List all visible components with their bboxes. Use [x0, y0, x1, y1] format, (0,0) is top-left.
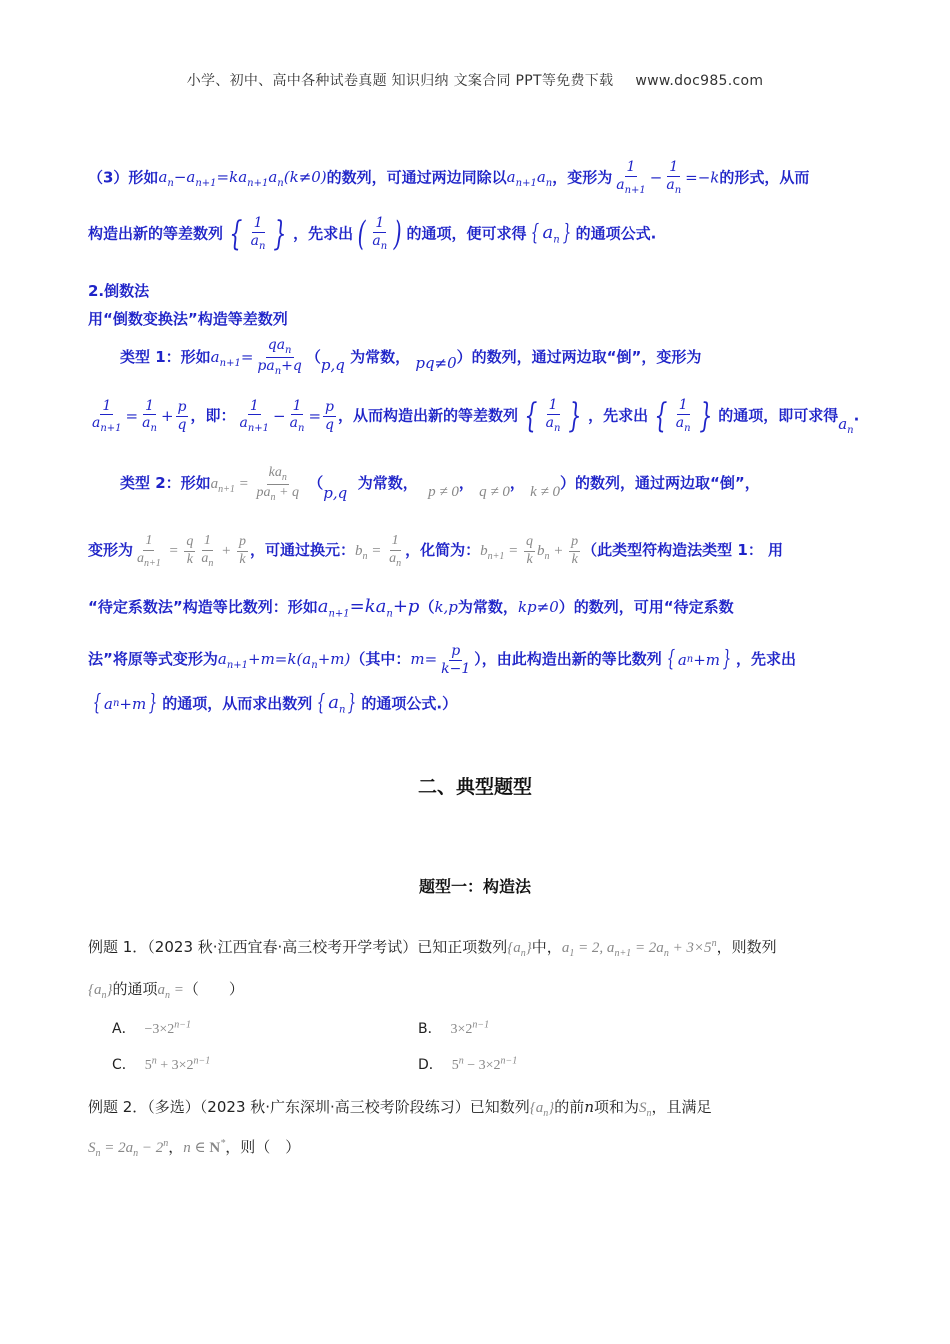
example1-line2: $\{a_n\}$的通项$a_n$ =（ ）	[88, 980, 244, 1001]
type1-text: 为常数，	[350, 347, 411, 366]
formula-example1: $a_1 = 2$, $a_{n+1} = 2a_n + 3\times 5^n$	[561, 938, 717, 959]
method3-text: 的数列，可通过两边同除以	[326, 168, 507, 187]
method3-text: 的通项公式.	[575, 224, 657, 243]
type1-text: ，先求出	[588, 406, 649, 425]
type2-text: （	[308, 474, 324, 493]
formula-linear: $a_{n+1}=ka_n+p$	[317, 596, 420, 620]
formula-recurrence: $a_n-a_{n+1}=ka_{n+1}a_n(k\ne 0)$	[158, 168, 327, 190]
method3-text: ，先求出	[293, 224, 354, 243]
type1-text: ）的数列，通过两边取“倒”，变形为	[456, 347, 702, 366]
type2-line1: 类型 2：形如$a_{n+1}$ = $\frac{ka_n}{pa_n + q}$ （p,q 为常数， p ≠ 0， q ≠ 0， k ≠ 0）的数列，通过两边取“倒”，	[120, 465, 760, 504]
sequence-an: $\{a_n\}$	[507, 940, 532, 959]
type1-text: 的通项，即可求得	[718, 406, 839, 425]
example1-option-d[interactable]: D． $5^n - 3\times 2^{n-1}$	[418, 1055, 518, 1073]
sequence-an: $\{a_n\}$	[529, 1100, 555, 1119]
formula-example2: $S_n = 2a_n - 2^n$	[88, 1138, 169, 1159]
header-banner	[0, 70, 950, 90]
type2-text: （此类型符构造法类型 1： 用	[582, 540, 784, 559]
type2-text: ，	[509, 474, 525, 493]
example1-text: （ ）	[183, 980, 244, 998]
formula-divisor: $a_{n+1}a_n$	[506, 168, 553, 190]
formula-substitution: $b_n$ = $\frac{1}{a_n}$	[355, 533, 402, 569]
type2-text: 为常数，	[457, 598, 518, 616]
fraction-inverse-an1: $\frac{1}{a_{n+1}}$	[616, 159, 646, 196]
method2-title: 2.倒数法	[88, 282, 150, 300]
example1-text: 的通项	[112, 980, 158, 998]
example1-option-a[interactable]: A． $-3\times 2^{n-1}$	[112, 1019, 192, 1037]
sequence-an: $\{a_n\}$	[88, 982, 113, 1001]
example2-line1: 例题 2．（多选）（2023 秋·广东深圳·高三校考阶段练习）已知数列$\{a_n\}$的前n项和为$S_n$，且满足	[88, 1098, 712, 1119]
type2-text: ，化简为：	[405, 540, 481, 559]
type2-text: （	[419, 598, 435, 616]
type1-line2: $\frac{1}{a_{n+1}}$ = $\frac{1}{a_n}$ + $\frac{p}{q}$ ，即： $\frac{1}{a_{n+1}}$ − $\frac{1}{a_n}$ = $\frac{p}{q}$ ，从而构造出新的等差数列 { $\frac{1}{a_n}$ } ，先求出 { $\frac{1}{a_n}$ } 的通项，即可求得$a_n$.	[88, 398, 859, 435]
formula-type1: $a_{n+1}=$ $\frac{qa_n}{pa_n+q}$	[210, 337, 302, 378]
type2-line2	[88, 534, 783, 569]
method2-subtitle: 用“倒数变换法”构造等差数列	[88, 310, 288, 328]
method3-text: 的通项，便可求得	[406, 224, 527, 243]
section-title: 二、典型题型	[417, 776, 532, 798]
sequence-brace-inverse: { $\frac{1}{a_n}$ }	[229, 213, 287, 254]
type1-text: （	[305, 347, 321, 366]
example1-text: 例题 1．（2023 秋·江西宜春·高三校考开学考试）已知正项数列	[88, 938, 508, 956]
example2-line2: $S_n = 2a_n - 2^n$，n ∈ N*，则（ ）	[88, 1138, 301, 1159]
type2-line5	[88, 692, 457, 716]
formula-simplified: $b_{n+1}$ = $\frac{q}{k}$ $b_n$ + $\frac{p}{k}$	[480, 534, 579, 567]
formula-type1-diff: $\frac{1}{a_{n+1}}$ − $\frac{1}{a_n}$ = $\frac{p}{q}$	[239, 397, 334, 434]
type2-text: 为常数，	[357, 474, 418, 493]
example1-text: 中，	[531, 938, 562, 956]
header-text: 小学、初中、高中各种试卷真题 知识归纳 文案合同 PPT等免费下载	[186, 73, 614, 89]
method3-text: （3）形如	[88, 168, 159, 187]
method3-line2	[88, 213, 657, 254]
type2-text: 的通项，从而求出数列	[162, 694, 313, 713]
sequence-brace-an: { $a_n$ }	[531, 221, 571, 246]
example1-line1	[88, 936, 777, 959]
type2-text: ）的数列，可用“待定系数	[558, 598, 734, 616]
type2-line3: “待定系数法”构造等比数列：形如$a_{n+1}=ka_n+p(k,p$为常数，kp≠0）的数列，可用“待定系数	[88, 596, 734, 620]
type1-text: ，从而构造出新的等差数列	[337, 406, 518, 425]
formula-type1-inverse: $\frac{1}{a_{n+1}}$ = $\frac{1}{a_n}$ + $\frac{p}{q}$	[92, 397, 187, 434]
method3-text: ，变形为	[552, 168, 613, 187]
section-subtitle: 题型一：构造法	[418, 877, 531, 896]
example2-text: 的前	[554, 1098, 585, 1116]
type1-text: .	[853, 406, 860, 425]
type2-text: ，可通过换元：	[250, 540, 356, 559]
type2-text: “待定系数法”构造等比数列：形如	[88, 598, 318, 616]
type2-line4	[88, 644, 796, 676]
sequence-paren-inverse: ( $\frac{1}{a_n}$ )	[357, 213, 402, 254]
type1-line1: 类型 1：形如$a_{n+1}=$ $\frac{qa_n}{pa_n+q}$ （p,q 为常数， pq≠0）的数列，通过两边取“倒”，变形为	[120, 337, 702, 378]
example2-text: ，则（ ）	[225, 1138, 301, 1156]
type2-text: ，	[458, 474, 474, 493]
type1-text: 类型 1：形如	[120, 347, 211, 366]
method3-text: 的形式，从而	[719, 168, 810, 187]
fraction-inverse-an: $\frac{1}{a_n}$	[666, 159, 682, 196]
type2-text: （其中：	[350, 650, 411, 669]
sequence-brace-an: { $a_n$ }	[317, 690, 357, 716]
method3-text: 构造出新的等差数列	[88, 224, 224, 243]
type1-text: ，即：	[190, 406, 236, 425]
sequence-brace-an-m: { a n +m }	[666, 646, 732, 672]
example1-text: ，则数列	[716, 938, 777, 956]
type2-text: 法”将原等式变形为	[88, 650, 218, 669]
example1-option-c[interactable]: C． $5^n + 3\times 2^{n-1}$	[112, 1055, 211, 1073]
formula-geometric: $a_{n+1}+m=k(a_n+m)$	[217, 650, 351, 672]
example2-text: 项和为	[593, 1098, 639, 1116]
formula-m: m= $\frac{p}{k-1}$	[410, 643, 471, 677]
type2-text: ）的数列，通过两边取“倒”，	[560, 474, 760, 493]
example2-text: ，且满足	[651, 1098, 712, 1116]
type2-text: 的通项公式.）	[361, 694, 458, 713]
sequence-brace-inverse: { $\frac{1}{a_n}$ }	[654, 395, 712, 436]
type2-text: ），由此构造出新的等比数列	[474, 650, 662, 669]
header-site-link[interactable]: www.doc985.com	[635, 73, 764, 89]
sequence-brace-inverse: { $\frac{1}{a_n}$ }	[524, 395, 582, 436]
example2-text: 例题 2．（多选）（2023 秋·广东深圳·高三校考阶段练习）已知数列	[88, 1098, 530, 1116]
type2-text: 类型 2：形如	[120, 474, 211, 493]
sequence-brace-an-m: { a n +m }	[92, 690, 158, 716]
type2-text: 变形为	[88, 540, 134, 559]
example1-option-b[interactable]: B． $3\times 2^{n-1}$	[418, 1019, 490, 1037]
formula-type2-inverse: $\frac{1}{a_{n+1}}$ = $\frac{q}{k}$ $\frac{1}{a_n}$ + $\frac{p}{k}$	[137, 533, 247, 569]
type2-text: ，先求出	[736, 650, 797, 669]
formula-type2: $a_{n+1}$ = $\frac{ka_n}{pa_n + q}$	[210, 465, 299, 504]
method3-line1: （3）形如$a_n-a_{n+1}=ka_{n+1}a_n(k\ne 0)$的数列，可通过两边同除以$a_{n+1}a_n$，变形为 $\frac{1}{a_{n+1}}$ − $\frac{1}{a_n}$ =−k的形式，从而	[88, 159, 810, 196]
